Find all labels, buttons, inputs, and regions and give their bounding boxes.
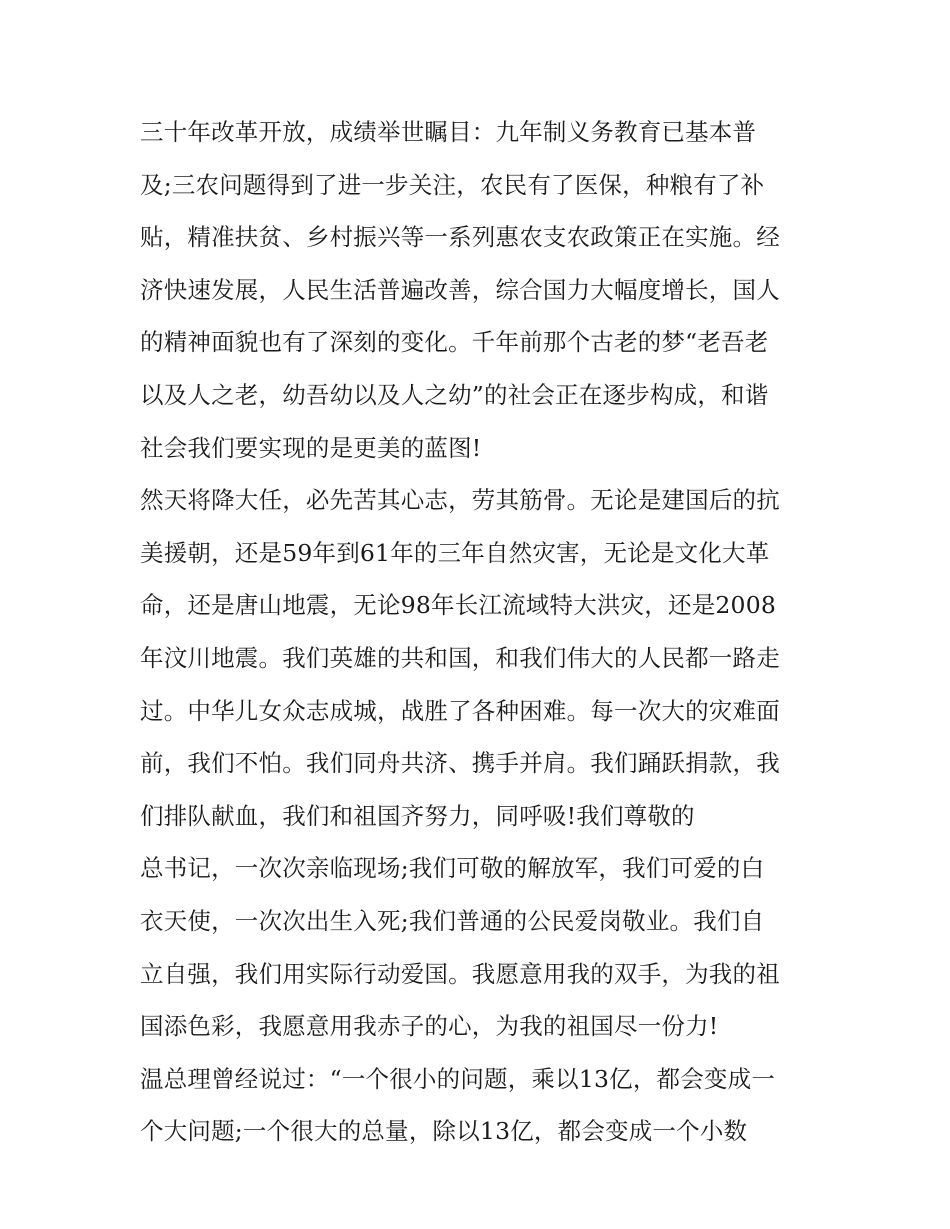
text-line: 过。中华儿女众志成城，战胜了各种困难。每一次大的灾难面 (140, 696, 780, 725)
text-line: 美援朝，还是59年到61年的三年自然灾害，无论是文化大革 (140, 538, 770, 567)
text-line: 社会我们要实现的是更美的蓝图! (140, 433, 482, 462)
text-line: 及;三农问题得到了进一步关注，农民有了医保，种粮有了补 (140, 170, 765, 199)
text-line: 们排队献血，我们和祖国齐努力，同呼吸!我们尊敬的 (140, 801, 695, 830)
text-line: 命，还是唐山地震，无论98年长江流域特大洪灾，还是2008 (140, 591, 777, 620)
text-line: 前，我们不怕。我们同舟共济、携手并肩。我们踊跃捐款，我 (140, 749, 780, 778)
text-line: 衣天使，一次次出生入死;我们普通的公民爱岗敬业。我们自 (140, 906, 765, 935)
text-line: 总书记，一次次亲临现场;我们可敬的解放军，我们可爱的白 (140, 854, 765, 883)
text-line: 的精神面貌也有了深刻的变化。千年前那个古老的梦“老吾老 (140, 328, 769, 357)
text-line: 年汶川地震。我们英雄的共和国，和我们伟大的人民都一路走 (140, 643, 780, 672)
text-line: 国添色彩，我愿意用我赤子的心，为我的祖国尽一份力! (140, 1012, 719, 1041)
text-line: 以及人之老，幼吾幼以及人之幼”的社会正在逐步构成，和谐 (140, 380, 769, 409)
text-line: 三十年改革开放，成绩举世瞩目：九年制义务教育已基本普 (140, 118, 757, 146)
text-line: 温总理曾经说过：“一个很小的问题，乘以13亿，都会变成一 (140, 1064, 776, 1093)
text-line: 个大问题;一个很大的总量，除以13亿，都会变成一个小数 (140, 1117, 748, 1146)
document-text (140, 106, 820, 1158)
text-line: 济快速发展，人民生活普遍改善，综合国力大幅度增长，国人 (140, 275, 780, 304)
text-line: 贴，精准扶贫、乡村振兴等一系列惠农支农政策正在实施。经 (140, 223, 780, 252)
text-line: 立自强，我们用实际行动爱国。我愿意用我的双手，为我的祖 (140, 959, 780, 988)
text-line: 然天将降大任，必先苦其心志，劳其筋骨。无论是建国后的抗 (140, 486, 780, 515)
